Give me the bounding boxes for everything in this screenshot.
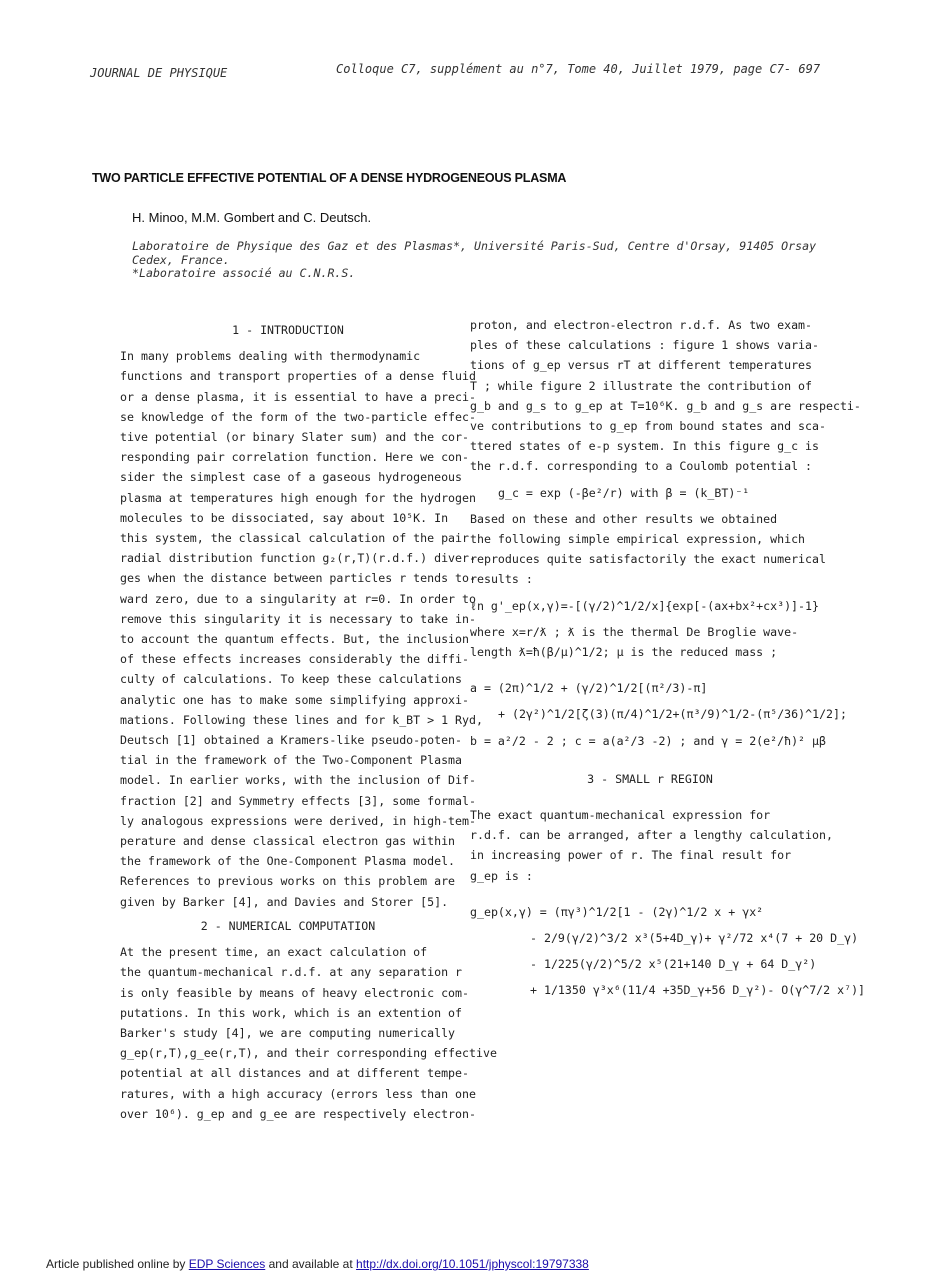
text-line: to account the quantum effects. But, the inclusion xyxy=(120,632,470,647)
publication-footer xyxy=(46,1257,589,1271)
text-line: perature and dense classical electron gas within xyxy=(120,834,456,849)
affiliation-line-2: Cedex, France. xyxy=(132,253,230,267)
text-line: plasma at temperatures high enough for the hydrogen xyxy=(120,490,476,505)
text-line: At the present time, an exact calculation of xyxy=(120,945,428,960)
publisher-link[interactable]: EDP Sciences xyxy=(188,1257,266,1271)
text-line: in increasing power of r. The final result for xyxy=(470,848,792,863)
paragraph-continued xyxy=(470,315,861,477)
text-line: the following simple empirical expression, which xyxy=(470,532,806,547)
text-line: ly analogous expressions were derived, in high-tem- xyxy=(120,813,476,828)
text-line: sider the simplest case of a gaseous hydrogeneous xyxy=(120,470,463,485)
text-line: culty of calculations. To keep these calculations xyxy=(120,672,463,687)
text-line: responding pair correlation function. Here we con- xyxy=(120,450,470,465)
text-line: analytic one has to make some simplifying approxi- xyxy=(120,692,470,707)
text-line: this system, the classical calculation of the pair xyxy=(120,531,470,546)
equation-series-line-4: + 1/1350 γ³x⁶(11/4 +35D_γ+56 D_γ²)- O(γ^7/2 x⁷)] xyxy=(530,983,866,998)
text-line: fraction [2] and Symmetry effects [3], some formal- xyxy=(120,793,476,808)
text-line: molecules to be dissociated, say about 10⁵K. In xyxy=(120,510,449,525)
text-line: g_ep(r,T),g_ee(r,T), and their corresponding effective xyxy=(120,1046,497,1061)
text-line: ges when the distance between particles r tends to- xyxy=(120,571,476,586)
colloque-info: Colloque C7, supplément au n°7, Tome 40, Juillet 1979, page C7- 697 xyxy=(336,62,821,76)
equation-a-line-1: a = (2π)^1/2 + (γ/2)^1/2[(π²/3)-π] xyxy=(470,681,708,696)
text-line: or a dense plasma, it is essential to have a preci- xyxy=(120,389,476,404)
text-line: r.d.f. can be arranged, after a lengthy calculation, xyxy=(470,828,833,843)
text-line: is only feasible by means of heavy electronic com- xyxy=(120,985,470,1000)
text-line: functions and transport properties of a dense fluid xyxy=(120,369,476,384)
text-line: length ƛ=ħ(β/μ)^1/2; μ is the reduced mass ; xyxy=(470,645,778,660)
section-heading-numerical: 2 - NUMERICAL COMPUTATION xyxy=(200,918,376,933)
text-line: remove this singularity it is necessary to take in- xyxy=(120,611,476,626)
text-line: over 10⁶). g_ep and g_ee are respectively electron- xyxy=(120,1106,476,1121)
text-line: Based on these and other results we obtained xyxy=(470,511,778,526)
left-column xyxy=(120,318,497,1124)
authors: H. Minoo, M.M. Gombert and C. Deutsch. xyxy=(132,210,372,225)
equation-series-line-2: - 2/9(γ/2)^3/2 x³(5+4D_γ)+ γ²/72 x⁴(7 + 20 D_γ) xyxy=(530,931,859,946)
text-line: putations. In this work, which is an extention of xyxy=(120,1005,463,1020)
text-line: radial distribution function g₂(r,T)(r.d.f.) diver- xyxy=(120,551,476,566)
equation-series-line-1: g_ep(x,γ) = (πγ³)^1/2[1 - (2γ)^1/2 x + γx² xyxy=(470,904,764,919)
text-line: ttered states of e-p system. In this figure g_c is xyxy=(470,439,820,454)
journal-name: JOURNAL DE PHYSIQUE xyxy=(90,66,228,80)
section-heading-introduction: 1 - INTRODUCTION xyxy=(232,323,344,337)
text-line: potential at all distances and at different tempe- xyxy=(120,1066,470,1081)
paragraph-where xyxy=(470,622,830,662)
footer-middle: and available at xyxy=(268,1257,353,1271)
text-line: tive potential (or binary Slater sum) and the cor- xyxy=(120,430,470,445)
equation-series-line-3: - 1/225(γ/2)^5/2 x⁵(21+140 D_γ + 64 D_γ²) xyxy=(530,957,817,972)
equation-b-c-gamma: b = a²/2 - 2 ; c = a(a²/3 -2) ; and γ = 2(e²/ħ)² μβ xyxy=(470,733,826,748)
text-line: the framework of the One-Component Plasma model. xyxy=(120,854,456,869)
paragraph-empirical xyxy=(470,509,830,590)
footer-prefix: Article published online by xyxy=(46,1257,186,1271)
equation-a-line-2: + (2γ²)^1/2[ζ(3)(π/4)^1/2+(π³/9)^1/2-(π⁵/36)^1/2]; xyxy=(498,707,848,722)
text-line: given by Barker [4], and Davies and Storer [5]. xyxy=(120,894,449,909)
text-line: the quantum-mechanical r.d.f. at any separation r xyxy=(120,965,463,980)
text-line: ratures, with a high accuracy (errors less than one xyxy=(120,1086,476,1101)
text-line: References to previous works on this problem are xyxy=(120,874,456,889)
text-line: proton, and electron-electron r.d.f. As two exam- xyxy=(470,318,813,332)
text-line: reproduces quite satisfactorily the exact numerical xyxy=(470,552,826,567)
text-line: ples of these calculations : figure 1 shows varia- xyxy=(470,338,820,353)
text-line: ve contributions to g_ep from bound states and sca- xyxy=(470,419,826,434)
equation-gc: g_c = exp (-βe²/r) with β = (k_BT)⁻¹ xyxy=(498,485,750,500)
text-line: In many problems dealing with thermodynamic xyxy=(120,349,421,364)
text-line: of these effects increases considerably the diffi- xyxy=(120,652,470,667)
text-line: se knowledge of the form of the two-particle effec- xyxy=(120,409,476,424)
right-column xyxy=(470,315,866,1007)
affiliation-line-3: *Laboratoire associé au C.N.R.S. xyxy=(132,266,356,280)
equation-ln-gep: ℓn g'_ep(x,γ)=-[(γ/2)^1/2/x]{exp[-(ax+bx²+cx³)]-1} xyxy=(470,598,819,613)
text-line: the r.d.f. corresponding to a Coulomb potential : xyxy=(470,459,813,474)
text-line: results : xyxy=(470,572,533,587)
text-line: mations. Following these lines and for k_BT > 1 Ryd, xyxy=(120,712,483,727)
text-line: tial in the framework of the Two-Component Plasma xyxy=(120,753,463,768)
text-line: model. In earlier works, with the inclusion of Dif- xyxy=(120,773,476,788)
text-line: tions of g_ep versus rT at different temperatures xyxy=(470,358,813,373)
section-heading-small-r: 3 - SMALL r REGION xyxy=(587,771,713,786)
text-line: g_b and g_s to g_ep at T=10⁶K. g_b and g_s are respecti- xyxy=(470,398,861,413)
text-line: ward zero, due to a singularity at r=0. In order to xyxy=(120,591,476,606)
text-line: where x=r/ƛ ; ƛ is the thermal De Broglie wave- xyxy=(470,624,799,639)
text-line: g_ep is : xyxy=(470,868,533,883)
text-line: Barker's study [4], we are computing numerically xyxy=(120,1025,456,1040)
paragraph-small-r xyxy=(470,805,833,886)
doi-link[interactable]: http://dx.doi.org/10.1051/jphyscol:19797338 xyxy=(356,1257,589,1271)
affiliation-line-1: Laboratoire de Physique des Gaz et des Plasmas*, Université Paris-Sud, Centre d'Orsay, 91405 Orsay xyxy=(132,239,817,253)
introduction-paragraph xyxy=(120,346,483,912)
article-title: TWO PARTICLE EFFECTIVE POTENTIAL OF A DENSE HYDROGENEOUS PLASMA xyxy=(92,171,567,185)
text-line: Deutsch [1] obtained a Kramers-like pseudo-poten- xyxy=(120,733,463,748)
text-line: The exact quantum-mechanical expression for xyxy=(470,808,771,823)
numerical-paragraph xyxy=(120,942,497,1124)
text-line: T ; while figure 2 illustrate the contribution of xyxy=(470,378,813,393)
